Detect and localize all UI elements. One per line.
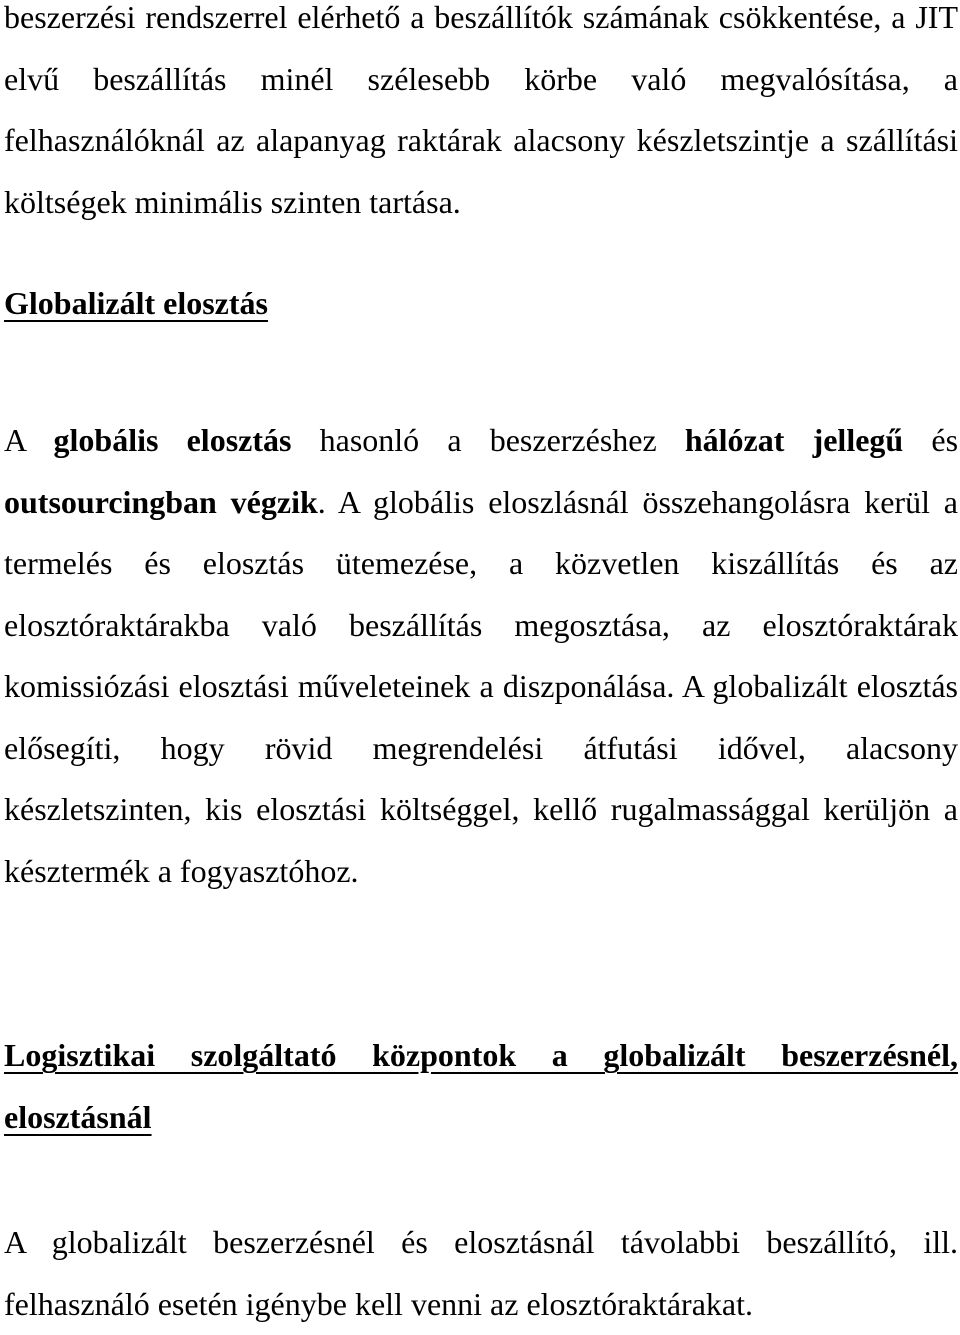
- logistics-centers-paragraph: A globalizált beszerzésnél és elosztásnál távolabbi beszállító, ill. felhasználó esetén igénybe kell venni az elosztóraktárakat.: [4, 1224, 958, 1322]
- bold-term-outsourcing: outsourcingban végzik: [4, 483, 318, 520]
- text-run: hasonló a beszerzéshez: [291, 422, 685, 458]
- section-heading-logistics-centers: Logisztikai szolgáltató központok a globalizált beszerzésnél, elosztásnál: [4, 1037, 958, 1135]
- section-heading-globalized-distribution: Globalizált elosztás: [4, 285, 268, 321]
- intro-paragraph: beszerzési rendszerrel elérhető a beszállítók számának csökkentése, a JIT elvű beszállítás minél szélesebb körbe való megvalósítása, a felhasználóknál az alapanyag raktárak alacsony készletszintje a szállítási költségek minimális szinten tartása.: [4, 0, 958, 220]
- bold-term-global-distribution: globális elosztás: [53, 422, 292, 458]
- text-run: és: [903, 422, 959, 458]
- bold-term-network-type: hálózat jellegű: [684, 422, 904, 458]
- text-run: A: [4, 422, 54, 458]
- globalized-distribution-paragraph: [4, 410, 958, 902]
- text-run: . A globális eloszlásnál összehangolásra kerül a termelés és elosztás ütemezése, a közvetlen kiszállítás és az elosztóraktárakba való beszállítás megosztása, az elosztóraktárak komissiózási elosztási műveleteinek a diszponálása. A globalizált elosztás elősegíti, hogy rövid megrendelési átfutási idővel, alacsony készletszinten, kis elosztási költséggel, kellő rugalmassággal kerüljön a késztermék a fogyasztóhoz.: [4, 483, 959, 889]
